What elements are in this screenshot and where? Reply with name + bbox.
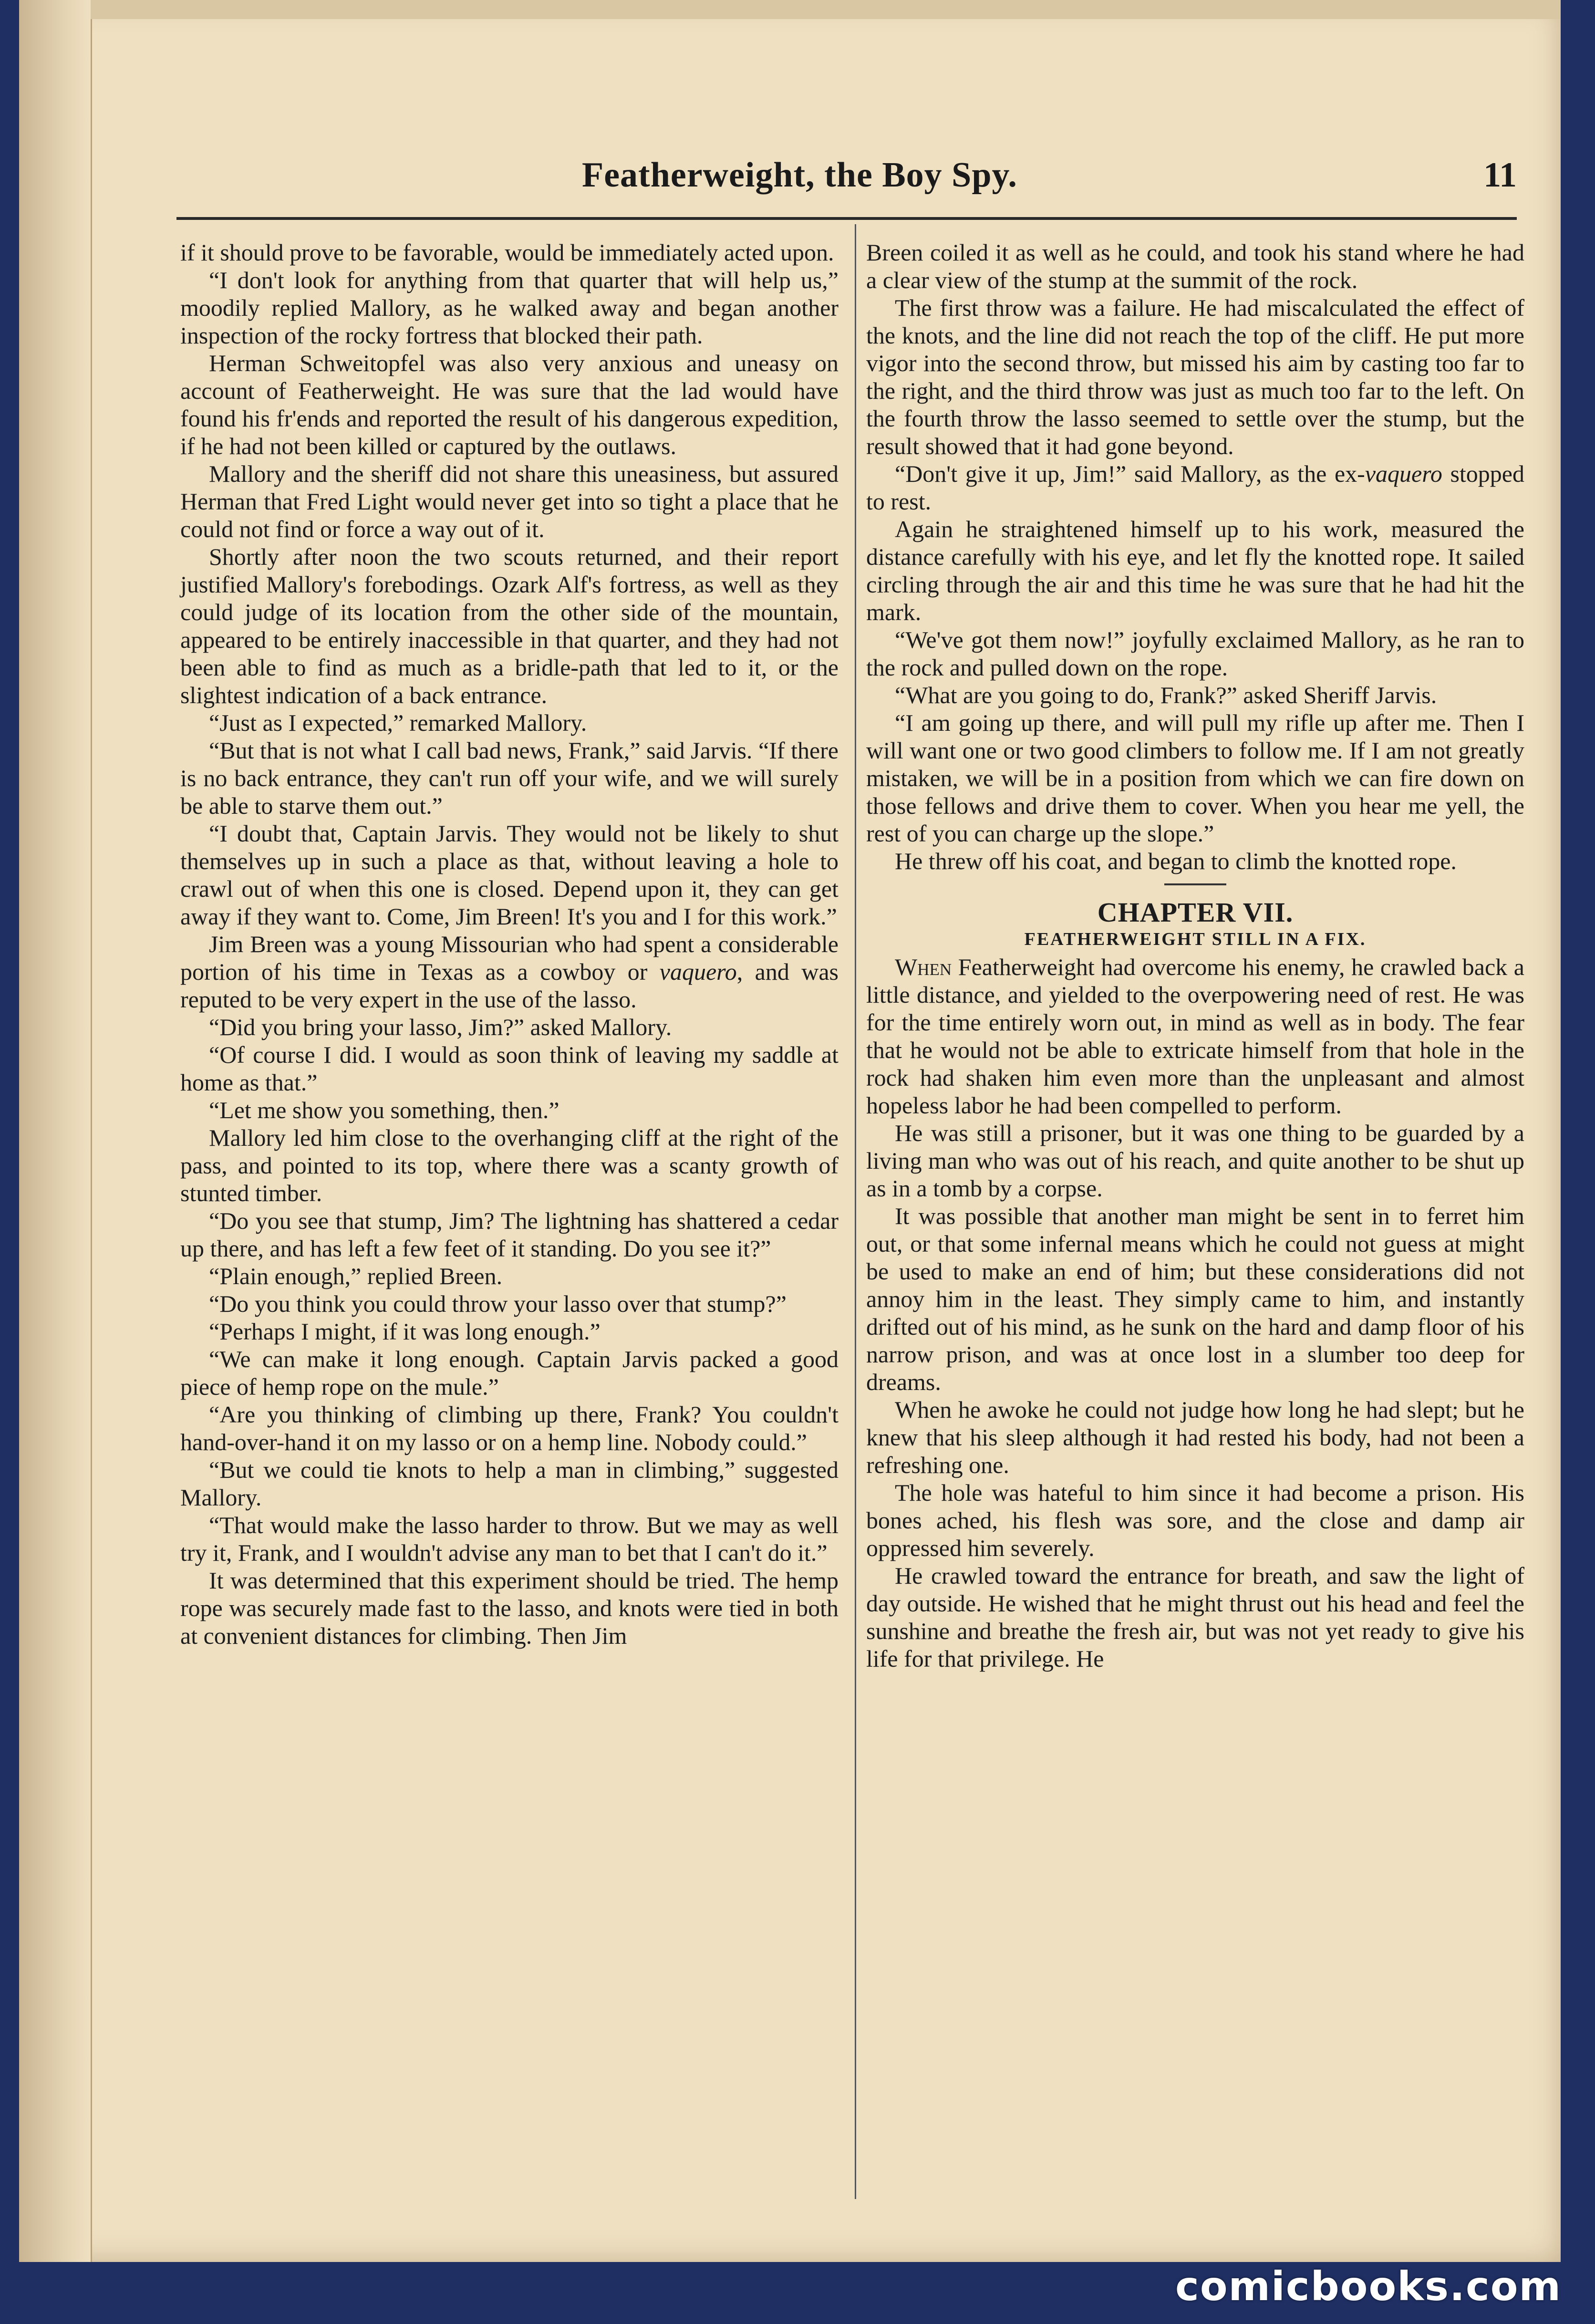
paragraph: Mallory and the sheriff did not share this uneasiness, but assured Herman that Fred Light would never get into so tight a place that he could not find or force a way out of it. <box>180 460 839 542</box>
page-gutter <box>19 0 92 2262</box>
paragraph: Shortly after noon the two scouts returned, and their report justified Mallory's forebodings. Ozark Alf's fortress, as well as they could judge of its location from the other side of the mountain, appeared to be entirely inaccessible in that quarter, and they had not been able to find as much as a bridle-path that led to it, or the slightest indication of a back entrance. <box>180 543 839 708</box>
paragraph: He crawled toward the entrance for breath, and saw the light of day outside. He wished that he might thrust out his head and feel the sunshine and breathe the fresh air, but was not yet ready to give his life for that privilege. He <box>866 1562 1524 1672</box>
text-run: , and was reputed to be very expert in the use of the lasso. <box>180 958 839 1013</box>
paragraph: “I doubt that, Captain Jarvis. They would not be likely to shut themselves up in such a place as that, without leaving a hole to crawl out of when this one is closed. Depend upon it, they can get away if they want to. Come, Jim Breen! It's you and I for this work.” <box>180 820 839 930</box>
paragraph: When he awoke he could not judge how long he had slept; but he knew that his sleep although it had rested his body, had not been a refreshing one. <box>866 1396 1524 1478</box>
paragraph: He threw off his coat, and began to climb the knotted rope. <box>895 848 1457 874</box>
text-run: Featherweight had overcome his enemy, he crawled back a little distance, and yielded to the overpowering need of rest. He was for the time entirely worn out, in mind as well as in body. The fear that he would not be able to extricate himself from that hole in the rock had shaken him even more than the unpleasant and almost hopeless labor he had been compelled to perform. <box>866 954 1524 1119</box>
chapter-title: CHAPTER VII. <box>1097 897 1294 928</box>
paragraph: Breen coiled it as well as he could, and took his stand where he had a clear view of the stump at the summit of the rock. <box>866 239 1524 293</box>
paragraph: He was still a prisoner, but it was one thing to be guarded by a living man who was out of his reach, and quite another to be shut up as in a tomb by a corpse. <box>866 1120 1524 1202</box>
paragraph: Herman Schweitopfel was also very anxious and uneasy on account of Featherweight. He was sure that the lad would have found his fr'ends and reported the result of his dangerous expedition, if he had not been killed or captured by the outlaws. <box>180 350 839 459</box>
page-number: 11 <box>1483 156 1517 195</box>
italic-term: vaquero <box>659 958 737 985</box>
paragraph: “Do you think you could throw your lasso over that stump?” <box>209 1290 787 1317</box>
paragraph: “That would make the lasso harder to throw. But we may as well try it, Frank, and I wouldn't advise any man to bet that I can't do it.” <box>180 1512 839 1566</box>
paragraph: “Just as I expected,” remarked Mallory. <box>209 709 587 736</box>
paragraph <box>180 930 839 1013</box>
page-top-edge <box>91 0 1561 19</box>
text-run: Jim Breen was a young Missourian who had spent a considerable portion of his time in Texas as a cowboy or <box>180 931 839 985</box>
paragraph <box>866 460 1524 515</box>
paragraph: “I don't look for anything from that quarter that will help us,” moodily replied Mallory, as he walked away and began another inspection of the rocky fortress that blocked their path. <box>180 267 839 349</box>
chapter-opening-word: When <box>895 954 952 980</box>
text-run: “Don't give it up, Jim!” said Mallory, as the ex- <box>895 460 1365 487</box>
paragraph: The hole was hateful to him since it had become a prison. His bones ached, his flesh was sore, and the close and damp air oppressed him severely. <box>866 1479 1524 1561</box>
paragraph: “What are you going to do, Frank?” asked Sheriff Jarvis. <box>895 682 1437 708</box>
right-column <box>866 239 1524 1672</box>
paragraph: “Of course I did. I would as soon think of leaving my saddle at home as that.” <box>180 1041 839 1096</box>
book-page <box>19 0 1561 2262</box>
running-title: Featherweight, the Boy Spy. <box>582 156 1017 195</box>
paragraph: It was possible that another man might be sent in to ferret him out, or that some infernal means which he could not guess at might be used to make an end of him; but these considerations did not annoy him in the least. They simply came to him, and instantly drifted out of his mind, as he sunk on the hard and damp floor of his narrow prison, and was at once lost in a slumber too deep for dreams. <box>866 1203 1524 1395</box>
paragraph: Mallory led him close to the overhanging cliff at the right of the pass, and pointed to its top, where there was a scanty growth of stunted timber. <box>180 1124 839 1206</box>
paragraph: “Let me show you something, then.” <box>209 1097 559 1123</box>
paragraph: “Do you see that stump, Jim? The lightning has shattered a cedar up there, and has left a few feet of it standing. Do you see it?” <box>180 1207 839 1262</box>
paragraph: “But that is not what I call bad news, Frank,” said Jarvis. “If there is no back entrance, they can't run off your wife, and we will surely be able to starve them out.” <box>180 737 839 819</box>
chapter-subtitle: FEATHERWEIGHT STILL IN A FIX. <box>1024 929 1367 949</box>
italic-term: vaquero <box>1365 460 1442 487</box>
paragraph: “We can make it long enough. Captain Jarvis packed a good piece of hemp rope on the mule.” <box>180 1346 839 1400</box>
paragraph <box>866 953 1524 1119</box>
paragraph: “But we could tie knots to help a man in climbing,” suggested Mallory. <box>180 1456 839 1511</box>
paragraph: “Did you bring your lasso, Jim?” asked Mallory. <box>209 1014 672 1040</box>
header-rule <box>176 217 1517 220</box>
paragraph: “Are you thinking of climbing up there, Frank? You couldn't hand-over-hand it on my lasso or on a hemp line. Nobody could.” <box>180 1401 839 1455</box>
paragraph: “Perhaps I might, if it was long enough.” <box>209 1318 601 1345</box>
left-column <box>180 239 839 1650</box>
page-header <box>176 155 1522 203</box>
text-run: stopped to rest. <box>866 460 1525 515</box>
paragraph: “Plain enough,” replied Breen. <box>209 1263 503 1289</box>
paragraph: “I am going up there, and will pull my rifle up after me. Then I will want one or two good climbers to follow me. If I am not greatly mistaken, we will be in a position from which we can fire down on those fellows and drive them to cover. When you hear me yell, the rest of you can charge up the slope.” <box>866 709 1524 847</box>
paragraph: The first throw was a failure. He had miscalculated the effect of the knots, and the line did not reach the top of the cliff. He put more vigor into the second throw, but missed his aim by casting too far to the right, and the third throw was just as much too far to the left. On the fourth throw the lasso seemed to settle over the stump, but the result showed that it had gone beyond. <box>866 294 1524 459</box>
column-divider <box>855 224 856 2199</box>
paragraph: “We've got them now!” joyfully exclaimed Mallory, as he ran to the rock and pulled down on the rope. <box>866 626 1524 681</box>
site-watermark: comicbooks.com <box>1175 2263 1562 2310</box>
paragraph: It was determined that this experiment should be tried. The hemp rope was securely made fast to the lasso, and knots were tied in both at convenient distances for climbing. Then Jim <box>180 1567 839 1649</box>
paragraph: if it should prove to be favorable, would be immediately acted upon. <box>180 239 834 266</box>
section-rule <box>1164 883 1226 885</box>
paragraph: Again he straightened himself up to his work, measured the distance carefully with his eye, and let fly the knotted rope. It sailed circling through the air and this time he was sure that he had hit the mark. <box>866 516 1524 625</box>
